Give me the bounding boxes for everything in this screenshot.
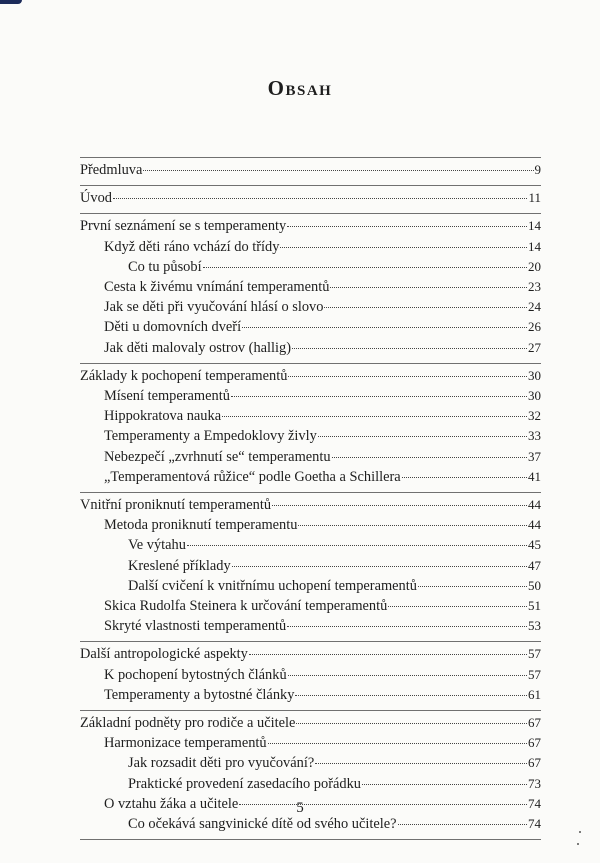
toc-entry-title: Praktické provedení zasedacího pořádku xyxy=(128,775,361,792)
dot-leader xyxy=(318,436,527,437)
toc-entry xyxy=(80,616,541,636)
toc-entry xyxy=(80,774,541,794)
toc-entry-title: Další cvičení k vnitřnímu uchopení temperamentů xyxy=(128,577,417,594)
dot-leader xyxy=(398,824,527,825)
toc-entry-page: 24 xyxy=(528,299,541,315)
dot-leader xyxy=(295,695,527,696)
dot-leader xyxy=(288,675,527,676)
dot-leader xyxy=(143,170,533,171)
toc-entry-title: Nebezpečí „zvrhnutí se“ temperamentu xyxy=(104,448,331,465)
toc-entry-page: 57 xyxy=(528,646,541,662)
toc-entry-title: Co očekává sangvinické dítě od svého učitele? xyxy=(128,816,397,833)
toc-entry-page: 37 xyxy=(528,448,541,464)
toc-entry-title: K pochopení bytostných článků xyxy=(104,666,287,683)
dot-leader xyxy=(280,247,527,248)
toc-entry-title: Jak děti malovaly ostrov (hallig) xyxy=(104,339,292,356)
toc-entry-title: Jak se děti při vyučování hlásí o slovo xyxy=(104,299,324,316)
toc-entry-title: Mísení temperamentů xyxy=(104,388,230,405)
dot-leader xyxy=(288,376,527,377)
toc-entry-page: 51 xyxy=(528,598,541,614)
toc-entry-page: 9 xyxy=(534,162,541,177)
toc-entry-title: Vnitřní proniknutí temperamentů xyxy=(80,497,272,514)
toc-entry-title: Další antropologické aspekty xyxy=(80,646,248,663)
toc-entry-page: 53 xyxy=(528,618,541,634)
toc-section xyxy=(80,711,541,840)
dot-leader xyxy=(203,267,527,268)
toc-entry xyxy=(80,814,541,834)
dot-leader xyxy=(362,784,527,785)
toc-entry-title: Jak rozsadit děti pro vyučování? xyxy=(128,755,315,772)
toc-entry-title: První seznámení se s temperamenty xyxy=(80,218,287,235)
toc-entry xyxy=(80,576,541,596)
dot-leader xyxy=(296,723,527,724)
toc-entry-title: Ve výtahu xyxy=(128,537,186,554)
dot-leader xyxy=(324,307,527,308)
toc-entry xyxy=(80,216,541,236)
page-title: Obsah xyxy=(267,76,333,100)
toc-entry-page: 27 xyxy=(528,339,541,355)
toc-entry-page: 67 xyxy=(528,715,541,731)
toc-entry xyxy=(80,426,541,446)
toc-section xyxy=(80,364,541,493)
dot-leader xyxy=(292,348,527,349)
toc-entry-page: 41 xyxy=(528,468,541,484)
toc-entry-title: Když děti ráno vchází do třídy xyxy=(104,238,280,255)
toc-entry xyxy=(80,277,541,297)
toc-entry xyxy=(80,515,541,535)
scan-corner-mark xyxy=(0,0,22,4)
toc-entry xyxy=(80,257,541,277)
toc-entry-page: 30 xyxy=(528,367,541,383)
toc-entry xyxy=(80,535,541,555)
toc-entry-title: Metoda proniknutí temperamentu xyxy=(104,517,298,534)
scan-speck xyxy=(577,843,579,845)
toc-section xyxy=(80,493,541,642)
toc-entry-page: 14 xyxy=(528,218,541,234)
toc-entry-title: Úvod xyxy=(80,190,112,207)
toc-entry-page: 44 xyxy=(528,517,541,533)
toc-entry-page: 73 xyxy=(528,775,541,791)
dot-leader xyxy=(231,396,527,397)
toc-section xyxy=(80,214,541,363)
toc-entry-title: „Temperamentová růžice“ podle Goetha a Schillera xyxy=(104,468,401,485)
toc-entry-page: 74 xyxy=(528,816,541,832)
dot-leader xyxy=(187,545,527,546)
toc-entry xyxy=(80,753,541,773)
toc-entry xyxy=(80,644,541,664)
dot-leader xyxy=(249,654,527,655)
toc-section xyxy=(80,186,541,214)
toc-entry xyxy=(80,556,541,576)
toc-entry-title: Skryté vlastnosti temperamentů xyxy=(104,618,287,635)
toc-entry xyxy=(80,188,541,208)
dot-leader xyxy=(272,505,527,506)
toc-entry-page: 74 xyxy=(528,795,541,811)
toc-section xyxy=(80,157,541,186)
toc-entry-page: 32 xyxy=(528,408,541,424)
dot-leader xyxy=(287,626,527,627)
toc-entry xyxy=(80,406,541,426)
toc-entry xyxy=(80,467,541,487)
toc-entry xyxy=(80,366,541,386)
toc-entry-title: Předmluva xyxy=(80,162,143,178)
dot-leader xyxy=(298,525,527,526)
toc-entry xyxy=(80,596,541,616)
dot-leader xyxy=(268,743,527,744)
toc-entry-page: 30 xyxy=(528,388,541,404)
toc-entry xyxy=(80,297,541,317)
dot-leader xyxy=(402,477,527,478)
toc-entry xyxy=(80,338,541,358)
dot-leader xyxy=(232,566,527,567)
toc-entry-title: Co tu působí xyxy=(128,258,202,275)
toc-entry-title: Hippokratova nauka xyxy=(104,408,222,425)
toc-entry-title: Děti u domovních dveří xyxy=(104,319,242,336)
toc-entry-title: Kreslené příklady xyxy=(128,557,231,574)
dot-leader xyxy=(418,586,527,587)
toc-entry-page: 67 xyxy=(528,755,541,771)
toc-entry-title: Temperamenty a Empedoklovy živly xyxy=(104,428,317,445)
toc-entry-page: 50 xyxy=(528,577,541,593)
toc-entry-page: 33 xyxy=(528,428,541,444)
dot-leader xyxy=(388,606,527,607)
toc-entry xyxy=(80,317,541,337)
table-of-contents xyxy=(80,157,541,840)
toc-entry xyxy=(80,447,541,467)
toc-entry-title: Harmonizace temperamentů xyxy=(104,735,267,752)
toc-entry-page: 11 xyxy=(528,190,541,206)
toc-entry-page: 45 xyxy=(528,537,541,553)
dot-leader xyxy=(287,226,527,227)
toc-entry-title: Skica Rudolfa Steinera k určování temperamentů xyxy=(104,598,388,615)
dot-leader xyxy=(113,198,527,199)
toc-entry xyxy=(80,665,541,685)
toc-section xyxy=(80,642,541,711)
toc-entry-page: 20 xyxy=(528,258,541,274)
dot-leader xyxy=(332,457,527,458)
page-number: 5 xyxy=(296,800,304,816)
toc-entry-page: 14 xyxy=(528,238,541,254)
dot-leader xyxy=(330,287,527,288)
toc-entry xyxy=(80,495,541,515)
toc-entry-title: Základní podněty pro rodiče a učitele xyxy=(80,715,296,732)
dot-leader xyxy=(315,763,527,764)
scan-speck xyxy=(579,831,581,833)
toc-entry-page: 57 xyxy=(528,666,541,682)
toc-entry-title: Temperamenty a bytostné články xyxy=(104,686,295,703)
toc-entry xyxy=(80,685,541,705)
toc-entry-page: 23 xyxy=(528,279,541,295)
toc-entry xyxy=(80,237,541,257)
toc-entry-page: 47 xyxy=(528,557,541,573)
toc-entry-page: 61 xyxy=(528,686,541,702)
toc-entry xyxy=(80,713,541,733)
dot-leader xyxy=(242,327,527,328)
toc-entry-page: 44 xyxy=(528,497,541,513)
toc-entry xyxy=(80,160,541,180)
toc-entry-page: 67 xyxy=(528,735,541,751)
toc-entry-title: O vztahu žáka a učitele xyxy=(104,795,239,812)
toc-entry xyxy=(80,386,541,406)
toc-entry-title: Cesta k živému vnímání temperamentů xyxy=(104,279,330,296)
toc-entry xyxy=(80,733,541,753)
toc-entry-title: Základy k pochopení temperamentů xyxy=(80,367,288,384)
toc-entry-page: 26 xyxy=(528,319,541,335)
dot-leader xyxy=(222,416,527,417)
